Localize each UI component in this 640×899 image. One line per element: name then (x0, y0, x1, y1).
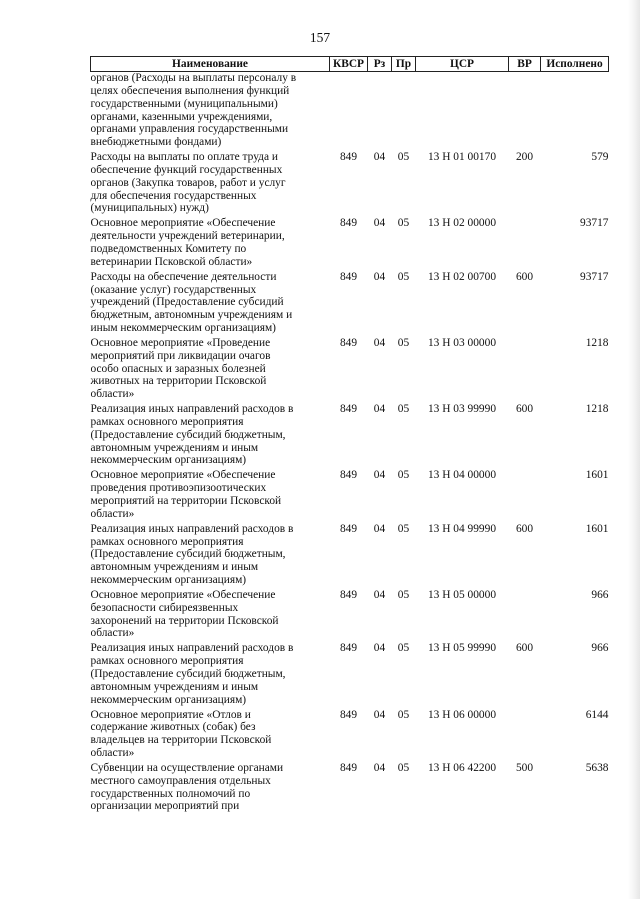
cell-executed: 5638 (585, 761, 609, 774)
budget-execution-table (90, 56, 609, 815)
cell-rz: 04 (373, 151, 386, 164)
name-line: бюджетным, автономным учреждениям и (90, 309, 293, 322)
name-line: области» (90, 747, 135, 760)
table-row (91, 762, 609, 815)
name-line: обеспечение функций государственных (90, 163, 283, 176)
header-rz: Рз (368, 57, 392, 72)
cell-pr: 05 (397, 469, 410, 482)
name-line: рамках основного мероприятия (90, 535, 244, 548)
name-line: Основное мероприятие «Проведение (90, 336, 271, 349)
cell-pr: 05 (397, 270, 410, 283)
table-row (91, 469, 609, 522)
name-line: животных на территории Псковской (90, 375, 267, 388)
name-line: (Предоставление субсидий бюджетным, (90, 428, 286, 441)
cell-rz: 04 (373, 522, 386, 535)
name-line: органами управления государственными (90, 123, 289, 136)
name-line: государственных полномочий по (90, 787, 251, 800)
name-line: органами, казенными учреждениями, (90, 110, 273, 123)
name-line: проведения противоэпизоотических (90, 482, 267, 495)
name-line: автономным учреждениям и иным (90, 441, 259, 454)
cell-csr: 13 Н 06 42200 (427, 761, 497, 774)
header-name: Наименование (91, 57, 330, 72)
name-line: безопасности сибиреязвенных (90, 601, 239, 614)
name-line: (муниципальных) нужд) (90, 202, 209, 215)
name-line: Реализация иных направлений расходов в (90, 522, 294, 535)
cell-name (91, 403, 330, 469)
cell-csr: 13 Н 06 00000 (427, 708, 497, 721)
name-line: некоммерческим организациям) (90, 693, 247, 706)
name-line: Расходы на выплаты по оплате труда и (90, 151, 278, 164)
cell-pr: 05 (397, 217, 410, 230)
table-body (91, 72, 609, 816)
cell-executed: 93717 (580, 270, 609, 283)
name-line: государственными (муниципальными) (90, 97, 278, 110)
cell-csr (416, 72, 509, 152)
name-line: учреждений (Предоставление субсидий (90, 296, 284, 309)
header-csr: ЦСР (416, 57, 509, 72)
cell-executed: 1218 (585, 336, 609, 349)
header-kvsr: КВСР (330, 57, 368, 72)
cell-rz: 04 (373, 403, 386, 416)
table-row (91, 337, 609, 403)
table-header-row (91, 57, 609, 72)
name-line: иным некоммерческим организациям) (90, 322, 276, 335)
cell-rz: 04 (373, 642, 386, 655)
cell-vr (509, 469, 541, 522)
table-row (91, 709, 609, 762)
cell-name (91, 469, 330, 522)
cell-vr: 600 (515, 403, 534, 416)
name-line: Реализация иных направлений расходов в (90, 403, 294, 416)
name-line: целях обеспечения выполнения функций (90, 84, 290, 97)
cell-pr: 05 (397, 588, 410, 601)
table-row (91, 403, 609, 469)
table-row (91, 589, 609, 642)
name-line: подведомственных Комитету по (90, 242, 247, 255)
cell-executed: 6144 (585, 708, 609, 721)
cell-kvsr: 849 (339, 217, 358, 230)
table-row (91, 642, 609, 708)
page-number: 157 (309, 30, 331, 45)
name-line: органов (Закупка товаров, работ и услуг (90, 176, 286, 189)
cell-csr: 13 Н 02 00000 (427, 217, 497, 230)
cell-executed: 966 (591, 588, 609, 601)
cell-csr: 13 Н 03 99990 (427, 403, 497, 416)
cell-vr: 200 (515, 151, 534, 164)
cell-csr: 13 Н 02 00700 (427, 270, 497, 283)
cell-kvsr: 849 (339, 642, 358, 655)
name-line: органов (Расходы на выплаты персоналу в (90, 72, 297, 84)
name-line: для обеспечения государственных (90, 189, 257, 202)
cell-name (91, 709, 330, 762)
cell-executed: 1601 (585, 469, 609, 482)
name-line: автономным учреждениям и иным (90, 680, 259, 693)
cell-vr (509, 709, 541, 762)
name-line: (Предоставление субсидий бюджетным, (90, 667, 286, 680)
cell-pr: 05 (397, 761, 410, 774)
cell-vr (509, 72, 541, 152)
cell-pr: 05 (397, 642, 410, 655)
cell-pr: 05 (397, 708, 410, 721)
cell-name (91, 762, 330, 815)
cell-rz: 04 (373, 217, 386, 230)
cell-vr: 600 (515, 270, 534, 283)
cell-rz: 04 (373, 469, 386, 482)
scan-edge-shadow (628, 0, 640, 899)
cell-kvsr: 849 (339, 522, 358, 535)
name-line: внебюджетными фондами) (90, 136, 222, 149)
cell-executed: 966 (591, 642, 609, 655)
header-vr: ВР (509, 57, 541, 72)
name-line: Основное мероприятие «Обеспечение (90, 469, 276, 482)
cell-kvsr: 849 (339, 708, 358, 721)
cell-pr (392, 72, 416, 152)
name-line: местного самоуправления отдельных (90, 774, 271, 787)
cell-name (91, 151, 330, 217)
name-line: рамках основного мероприятия (90, 655, 244, 668)
header-executed: Исполнено (541, 57, 609, 72)
cell-csr: 13 Н 04 00000 (427, 469, 497, 482)
cell-rz (368, 72, 392, 152)
cell-vr (509, 337, 541, 403)
cell-rz: 04 (373, 761, 386, 774)
name-line: области» (90, 507, 135, 520)
name-line: Реализация иных направлений расходов в (90, 642, 294, 655)
cell-vr (509, 589, 541, 642)
cell-executed (541, 72, 609, 152)
name-line: Основное мероприятие «Отлов и (90, 708, 251, 721)
name-line: Субвенции на осуществление органами (90, 761, 284, 774)
name-line: ветеринарии Псковской области» (90, 255, 253, 268)
cell-kvsr: 849 (339, 403, 358, 416)
cell-name (91, 589, 330, 642)
name-line: владельцев на территории Псковской (90, 734, 272, 747)
cell-rz: 04 (373, 270, 386, 283)
cell-name (91, 642, 330, 708)
name-line: мероприятий на территории Псковской (90, 495, 282, 507)
cell-csr: 13 Н 03 00000 (427, 336, 497, 349)
name-line: Расходы на обеспечение деятельности (90, 270, 277, 283)
name-line: автономным учреждениям и иным (90, 561, 259, 574)
cell-kvsr: 849 (339, 761, 358, 774)
cell-name (91, 217, 330, 270)
name-line: Основное мероприятие «Обеспечение (90, 217, 276, 230)
cell-kvsr: 849 (339, 336, 358, 349)
table-row (91, 72, 609, 152)
cell-pr: 05 (397, 336, 410, 349)
header-pr: Пр (392, 57, 416, 72)
cell-pr: 05 (397, 522, 410, 535)
cell-rz: 04 (373, 588, 386, 601)
name-line: организации мероприятий при (90, 800, 240, 813)
table-row (91, 271, 609, 337)
name-line: содержание животных (собак) без (90, 721, 256, 734)
cell-kvsr: 849 (339, 588, 358, 601)
cell-pr: 05 (397, 151, 410, 164)
cell-name (91, 271, 330, 337)
name-line: (оказание услуг) государственных (90, 283, 257, 296)
table-row (91, 217, 609, 270)
name-line: мероприятий при ликвидации очагов (90, 349, 271, 362)
cell-vr: 600 (515, 522, 534, 535)
cell-csr: 13 Н 04 99990 (427, 522, 497, 535)
cell-executed: 93717 (580, 217, 609, 230)
name-line: области» (90, 388, 135, 401)
name-line: захоронений на территории Псковской (90, 614, 279, 627)
name-line: области» (90, 627, 135, 640)
cell-csr: 13 Н 05 99990 (427, 642, 497, 655)
cell-rz: 04 (373, 708, 386, 721)
cell-kvsr: 849 (339, 469, 358, 482)
cell-executed: 579 (591, 151, 609, 164)
table-row (91, 151, 609, 217)
cell-name (91, 337, 330, 403)
cell-name (91, 72, 330, 152)
cell-pr: 05 (397, 403, 410, 416)
name-line: (Предоставление субсидий бюджетным, (90, 548, 286, 561)
name-line: особо опасных и заразных болезней (90, 362, 266, 375)
cell-vr: 600 (515, 642, 534, 655)
cell-csr: 13 Н 05 00000 (427, 588, 497, 601)
cell-executed: 1218 (585, 403, 609, 416)
cell-kvsr: 849 (339, 270, 358, 283)
cell-name (91, 523, 330, 589)
cell-csr: 13 Н 01 00170 (427, 151, 497, 164)
cell-vr (509, 217, 541, 270)
name-line: некоммерческим организациям) (90, 574, 247, 587)
cell-executed: 1601 (585, 522, 609, 535)
name-line: деятельности учреждений ветеринарии, (90, 230, 285, 243)
cell-rz: 04 (373, 336, 386, 349)
name-line: некоммерческим организациям) (90, 454, 247, 467)
table-row (91, 523, 609, 589)
cell-kvsr (330, 72, 368, 152)
cell-vr: 500 (515, 761, 534, 774)
name-line: рамках основного мероприятия (90, 415, 244, 428)
cell-kvsr: 849 (339, 151, 358, 164)
name-line: Основное мероприятие «Обеспечение (90, 588, 276, 601)
